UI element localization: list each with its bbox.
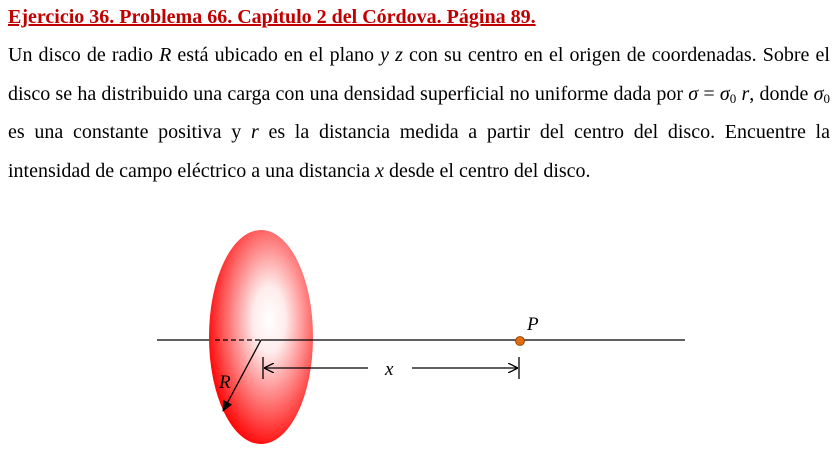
statement-text: desde el centro del disco. — [383, 159, 591, 182]
charged-disk — [209, 230, 313, 444]
equals-sign: = — [698, 82, 720, 105]
symbol-sigma0: σ — [719, 82, 730, 105]
distance-label: x — [385, 359, 394, 380]
point-p-marker — [516, 337, 525, 346]
symbol-r: r — [250, 121, 259, 143]
radius-label: R — [219, 372, 231, 393]
statement-text: es la distancia medida a partir del centro del disco. Encuentre la intensidad de campo eléctrico a una distancia — [8, 121, 830, 182]
symbol-r: r — [736, 82, 750, 105]
statement-text: con su centro en el origen de coordenadas. Sobre el disco se ha distribuido una carga con una densidad superficial no uniforme dada por — [8, 44, 830, 105]
symbol-sigma0: σ — [813, 82, 824, 105]
exercise-title: Ejercicio 36. Problema 66. Capítulo 2 del Córdova. Página 89. — [8, 6, 536, 28]
subscript-zero: 0 — [729, 90, 737, 106]
symbol-x: x — [375, 159, 384, 182]
statement-text: , donde — [749, 82, 814, 105]
statement-text: Un disco de radio — [8, 44, 160, 66]
subscript-zero: 0 — [823, 90, 830, 106]
statement-text: está ubicado en el plano — [171, 44, 381, 66]
symbol-yz: y z — [380, 44, 403, 66]
symbol-R: R — [159, 44, 172, 66]
statement-text: es una constante positiva y — [8, 121, 251, 143]
symbol-sigma: σ — [688, 82, 699, 105]
point-label: P — [527, 314, 539, 335]
